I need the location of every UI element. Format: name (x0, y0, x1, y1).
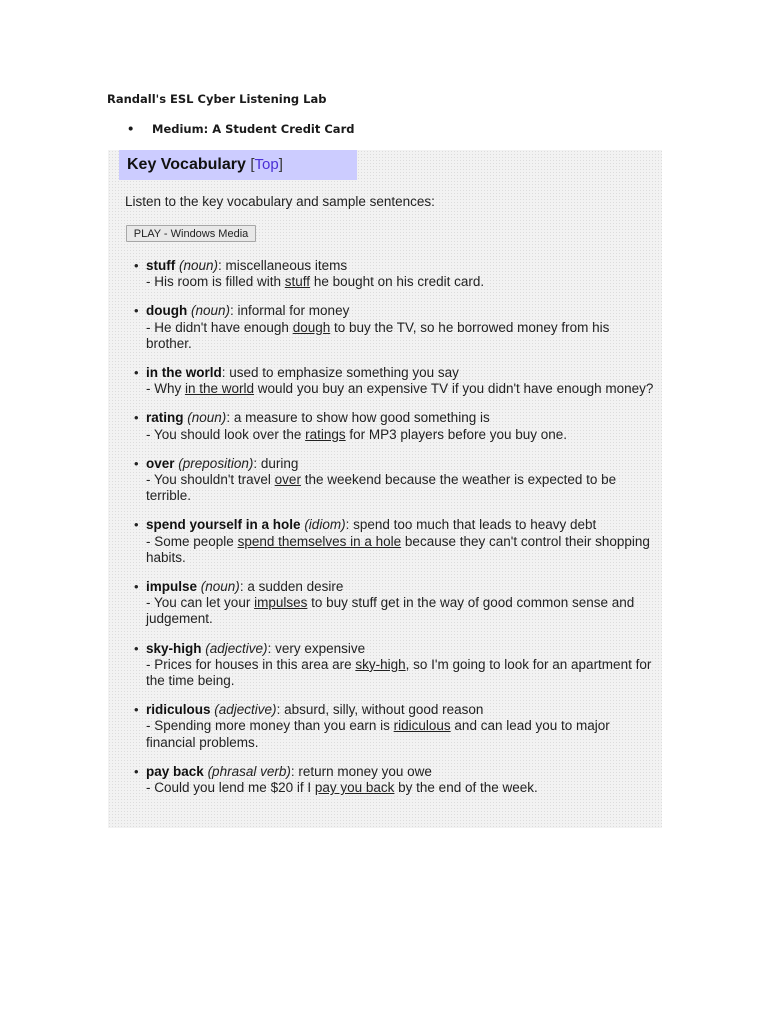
vocab-term: over (146, 455, 175, 471)
example-text: - He didn't have enough (146, 319, 293, 335)
vocab-term: impulse (146, 579, 198, 595)
bullet-text: Medium: A Student Credit Card (152, 122, 355, 136)
example-text: - Why (146, 381, 185, 397)
example-sentence (146, 381, 658, 397)
document-bullet-item (127, 122, 354, 136)
vocab-item (134, 702, 658, 751)
definition: : informal for money (230, 303, 350, 319)
example-text: - Spending more money than you earn is (146, 718, 394, 734)
bullet-dot-icon: • (134, 455, 139, 471)
example-key-phrase: pay you back (314, 780, 395, 796)
bracket-open: [ (250, 156, 255, 173)
example-text: by the end of the week. (394, 780, 538, 796)
example-key-phrase: stuff (284, 274, 311, 290)
vocab-definition-line (146, 702, 658, 718)
vocab-definition-line (146, 410, 658, 426)
definition: : miscellaneous items (218, 258, 348, 273)
vocab-item (134, 455, 658, 505)
example-text: - Some people (146, 533, 238, 549)
bullet-dot-icon: • (127, 122, 135, 136)
example-text: - You can let your (146, 595, 255, 611)
bullet-dot-icon: • (134, 579, 139, 595)
definition: : used to emphasize something you say (221, 365, 459, 381)
definition: : during (253, 455, 299, 471)
example-text: to buy the TV, so he borrowed money from his brother. (146, 319, 610, 351)
example-key-phrase: ratings (305, 426, 346, 442)
example-sentence (146, 657, 658, 689)
definition: : a sudden desire (239, 579, 344, 595)
example-text: - His room is filled with (146, 274, 285, 290)
vocab-term: spend yourself in a hole (146, 517, 301, 533)
example-text: because they can't control their shopping habits. (146, 533, 650, 565)
example-text: he bought on his credit card. (310, 274, 485, 290)
vocab-definition-line (146, 456, 658, 472)
example-sentence (146, 780, 658, 796)
example-text: the weekend because the weather is expected to be terrible. (146, 472, 617, 504)
vocab-item (134, 640, 658, 690)
play-windows-media-button[interactable]: PLAY - Windows Media (126, 225, 256, 242)
vocab-item (134, 410, 658, 442)
vocab-definition-line (146, 579, 658, 595)
bullet-dot-icon: • (134, 702, 139, 718)
vocabulary-list (134, 258, 658, 809)
vocab-definition-line (146, 303, 658, 319)
example-sentence (146, 472, 658, 504)
example-text: for MP3 players before you buy one. (345, 426, 568, 442)
definition: : return money you owe (290, 763, 432, 779)
part-of-speech: (noun) (200, 579, 240, 595)
part-of-speech: (idiom) (304, 517, 346, 533)
vocab-item (134, 763, 658, 796)
example-sentence (146, 320, 658, 352)
vocab-term: pay back (146, 763, 204, 779)
vocab-term: rating (146, 410, 184, 426)
example-key-phrase: dough (292, 319, 331, 335)
bullet-dot-icon: • (134, 303, 139, 319)
bullet-dot-icon: • (134, 365, 139, 381)
vocabulary-screenshot-panel (108, 150, 662, 828)
part-of-speech: (noun) (179, 258, 219, 273)
vocab-definition-line (146, 365, 658, 381)
bullet-dot-icon: • (134, 640, 139, 656)
vocab-item (134, 258, 658, 290)
example-text: - You should look over the (146, 426, 306, 442)
example-text: - Prices for houses in this area are (146, 656, 356, 672)
bullet-dot-icon: • (134, 517, 139, 533)
example-text: - Could you lend me $20 if I (146, 780, 315, 796)
section-heading: Key Vocabulary (127, 156, 246, 173)
vocab-definition-line (146, 258, 658, 274)
part-of-speech: (noun) (187, 410, 227, 426)
part-of-speech: (preposition) (178, 455, 254, 471)
example-sentence (146, 274, 658, 290)
example-sentence (146, 595, 658, 627)
example-text: , so I'm going to look for an apartment for the time being. (146, 656, 652, 689)
example-text: and can lead you to major financial problems. (146, 718, 610, 750)
part-of-speech: (adjective) (205, 640, 268, 656)
part-of-speech: (adjective) (214, 702, 277, 718)
definition: : spend too much that leads to heavy debt (345, 517, 597, 533)
bracket-close: ] (278, 156, 283, 173)
example-key-phrase: spend themselves in a hole (237, 533, 402, 549)
vocab-item (134, 579, 658, 628)
intro-text: Listen to the key vocabulary and sample sentences: (125, 194, 435, 209)
example-sentence (146, 718, 658, 750)
example-sentence (146, 427, 658, 443)
vocab-item (134, 517, 658, 566)
example-text: would you buy an expensive TV if you didn't have enough money? (254, 381, 654, 397)
example-text: - You shouldn't travel (146, 472, 275, 488)
example-key-phrase: in the world (185, 381, 255, 397)
vocab-definition-line (146, 764, 658, 780)
vocab-term: stuff (146, 258, 176, 273)
bullet-dot-icon: • (134, 410, 139, 426)
vocab-term: sky-high (146, 640, 202, 656)
part-of-speech: (noun) (191, 303, 231, 319)
vocab-term: in the world (146, 365, 222, 381)
vocab-term: dough (146, 303, 188, 319)
key-vocabulary-header (119, 150, 357, 180)
example-key-phrase: sky-high (355, 656, 406, 672)
vocab-definition-line (146, 641, 658, 657)
vocab-term: ridiculous (146, 702, 211, 718)
definition: : very expensive (267, 640, 366, 656)
document-title: Randall's ESL Cyber Listening Lab (107, 92, 327, 106)
top-link[interactable]: Top (254, 156, 279, 173)
bullet-dot-icon: • (134, 763, 139, 779)
vocab-item (134, 365, 658, 397)
part-of-speech: (phrasal verb) (207, 763, 291, 779)
definition: : a measure to show how good something is (226, 410, 490, 426)
vocab-item (134, 303, 658, 352)
example-sentence (146, 534, 658, 566)
definition: : absurd, silly, without good reason (276, 702, 484, 718)
example-key-phrase: ridiculous (393, 718, 451, 734)
example-key-phrase: over (274, 472, 301, 488)
example-text: to buy stuff get in the way of good common sense and judgement. (146, 595, 635, 627)
example-key-phrase: impulses (254, 595, 308, 611)
bullet-dot-icon: • (134, 258, 139, 273)
vocab-definition-line (146, 517, 658, 533)
